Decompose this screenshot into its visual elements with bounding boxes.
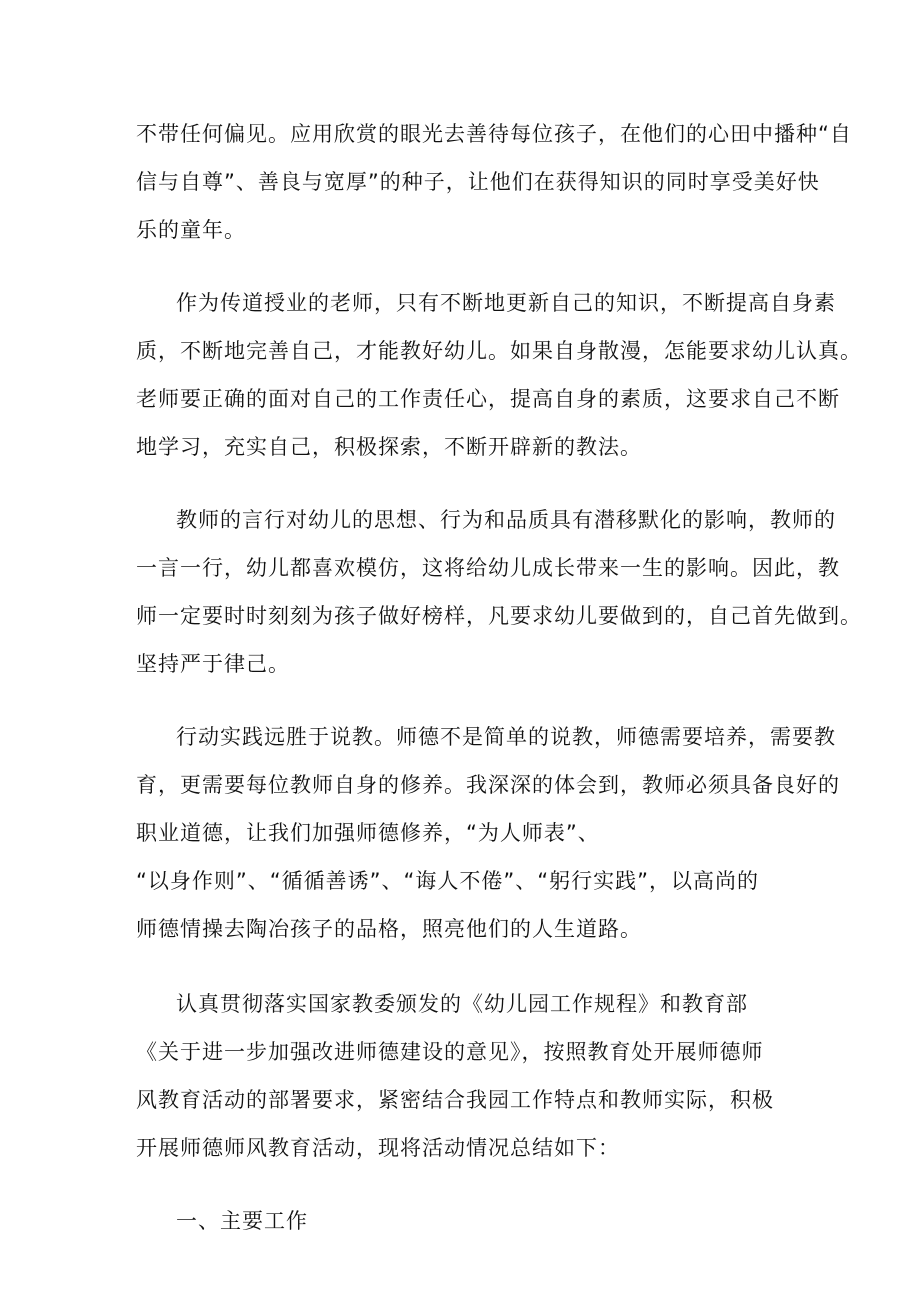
paragraph-line: 认真贯彻落实国家教委颁发的《幼儿园工作规程》和教育部 xyxy=(176,992,748,1016)
paragraph-line: 风教育活动的部署要求，紧密结合我园工作特点和教师实际，积极 xyxy=(136,1088,774,1112)
paragraph-line: 地学习，充实自己，积极探索，不断开辟新的教法。 xyxy=(136,435,642,459)
paragraph-line: 质，不断地完善自己，才能教好幼儿。如果自身散漫，怎能要求幼儿认真。 xyxy=(136,339,862,363)
section-heading: 一、主要工作 xyxy=(176,1209,308,1233)
paragraph-line: 作为传道授业的老师，只有不断地更新自己的知识，不断提高自身素 xyxy=(176,291,836,315)
paragraph-line: 坚持严于律己。 xyxy=(136,652,290,676)
paragraph-line: 不带任何偏见。应用欣赏的眼光去善待每位孩子，在他们的心田中播种“自 xyxy=(136,122,852,146)
paragraph-line: 行动实践远胜于说教。师德不是简单的说教，师德需要培养，需要教 xyxy=(176,725,836,749)
paragraph-line: 教师的言行对幼儿的思想、行为和品质具有潜移默化的影响，教师的 xyxy=(176,508,836,532)
paragraph-line: 老师要正确的面对自己的工作责任心，提高自身的素质，这要求自己不断 xyxy=(136,387,840,411)
paragraph-line: 乐的童年。 xyxy=(136,218,246,242)
paragraph-line: “以身作则”、“循循善诱”、“诲人不倦”、“躬行实践”，以高尚的 xyxy=(136,869,760,893)
paragraph-line: 师一定要时时刻刻为孩子做好榜样，凡要求幼儿要做到的，自己首先做到。 xyxy=(136,604,862,628)
paragraph-line: 育，更需要每位教师自身的修养。我深深的体会到，教师必须具备良好的 xyxy=(136,773,840,797)
paragraph-line: 《关于进一步加强改进师德建设的意见》，按照教育处开展师德师 xyxy=(136,1040,764,1064)
paragraph-line: 一言一行，幼儿都喜欢模仿，这将给幼儿成长带来一生的影响。因此，教 xyxy=(136,556,840,580)
paragraph-line: 开展师德师风教育活动，现将活动情况总结如下： xyxy=(136,1136,620,1160)
paragraph-line: 职业道德，让我们加强师德修养，“为人师表”、 xyxy=(136,821,600,845)
paragraph-line: 师德情操去陶冶孩子的品格，照亮他们的人生道路。 xyxy=(136,917,642,941)
paragraph-line: 信与自尊”、善良与宽厚”的种子，让他们在获得知识的同时享受美好快 xyxy=(136,170,820,194)
